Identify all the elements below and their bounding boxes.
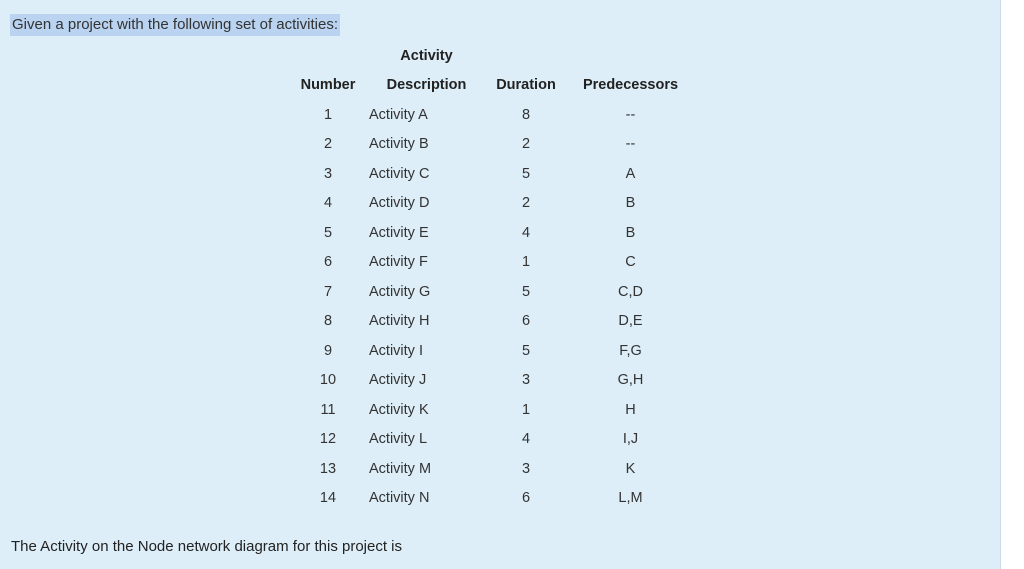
table-row bbox=[289, 189, 695, 219]
table-row bbox=[289, 366, 695, 396]
table-row bbox=[289, 336, 695, 366]
outro-text: The Activity on the Node network diagram for this project is bbox=[11, 538, 403, 555]
table-row bbox=[289, 395, 695, 425]
cell-duration: 6 bbox=[521, 490, 531, 507]
table-row bbox=[289, 248, 695, 278]
cell-predecessors: L,M bbox=[618, 490, 643, 507]
cell-number: 3 bbox=[323, 165, 333, 182]
cell-description: Activity F bbox=[369, 254, 428, 271]
cell-duration: 1 bbox=[521, 401, 531, 418]
table-row bbox=[289, 130, 695, 160]
cell-number: 2 bbox=[323, 136, 333, 153]
cell-duration: 8 bbox=[521, 106, 531, 123]
table-row bbox=[289, 484, 695, 514]
cell-predecessors: I,J bbox=[622, 431, 639, 448]
cell-description: Activity E bbox=[369, 224, 429, 241]
cell-duration: 5 bbox=[521, 283, 531, 300]
cell-duration: 3 bbox=[521, 372, 531, 389]
cell-predecessors: A bbox=[625, 165, 636, 182]
cell-description: Activity N bbox=[369, 490, 430, 507]
cell-description: Activity M bbox=[369, 460, 432, 477]
cell-number: 11 bbox=[320, 401, 336, 418]
cell-description: Activity B bbox=[369, 136, 429, 153]
cell-description: Activity H bbox=[369, 313, 430, 330]
cell-duration: 1 bbox=[521, 254, 531, 271]
cell-duration: 5 bbox=[521, 342, 531, 359]
cell-number: 1 bbox=[323, 106, 333, 123]
cell-number: 10 bbox=[319, 372, 337, 389]
cell-description: Activity C bbox=[369, 165, 430, 182]
cell-description: Activity I bbox=[369, 342, 423, 359]
cell-predecessors: F,G bbox=[619, 342, 642, 359]
table-body bbox=[289, 100, 695, 513]
cell-duration: 5 bbox=[521, 165, 531, 182]
cell-predecessors: C bbox=[625, 254, 636, 271]
cell-duration: 4 bbox=[521, 431, 531, 448]
cell-number: 5 bbox=[323, 224, 333, 241]
table-header-row bbox=[289, 71, 695, 101]
cell-number: 12 bbox=[319, 431, 337, 448]
cell-predecessors: -- bbox=[625, 106, 636, 123]
cell-number: 9 bbox=[323, 342, 333, 359]
cell-number: 13 bbox=[319, 460, 337, 477]
column-header-description: Description bbox=[386, 77, 467, 94]
cell-duration: 2 bbox=[521, 195, 531, 212]
column-header-predecessors: Predecessors bbox=[582, 77, 679, 94]
cell-description: Activity D bbox=[369, 195, 430, 212]
cell-number: 14 bbox=[319, 490, 337, 507]
cell-predecessors: D,E bbox=[618, 313, 643, 330]
table-row bbox=[289, 425, 695, 455]
table-row bbox=[289, 454, 695, 484]
table-group-header-row bbox=[289, 41, 695, 71]
cell-predecessors: K bbox=[625, 460, 636, 477]
cell-description: Activity L bbox=[369, 431, 428, 448]
table-row bbox=[289, 307, 695, 337]
table-row bbox=[289, 218, 695, 248]
column-header-number: Number bbox=[300, 77, 356, 94]
cell-description: Activity J bbox=[369, 372, 427, 389]
cell-number: 8 bbox=[323, 313, 333, 330]
cell-duration: 3 bbox=[521, 460, 531, 477]
cell-predecessors: B bbox=[625, 224, 636, 241]
cell-description: Activity K bbox=[369, 401, 429, 418]
cell-description: Activity A bbox=[369, 106, 428, 123]
cell-predecessors: H bbox=[625, 401, 636, 418]
cell-duration: 4 bbox=[521, 224, 531, 241]
cell-number: 6 bbox=[323, 254, 333, 271]
cell-number: 4 bbox=[323, 195, 333, 212]
cell-predecessors: C,D bbox=[618, 283, 643, 300]
activities-table bbox=[289, 41, 695, 513]
table-row bbox=[289, 100, 695, 130]
cell-description: Activity G bbox=[369, 283, 431, 300]
cell-predecessors: -- bbox=[625, 136, 636, 153]
cell-predecessors: B bbox=[625, 195, 636, 212]
cell-predecessors: G,H bbox=[617, 372, 644, 389]
cell-number: 7 bbox=[323, 283, 333, 300]
column-header-duration: Duration bbox=[496, 77, 556, 94]
cell-duration: 2 bbox=[521, 136, 531, 153]
cell-duration: 6 bbox=[521, 313, 531, 330]
activity-group-header: Activity bbox=[400, 47, 453, 64]
table-row bbox=[289, 277, 695, 307]
table-row bbox=[289, 159, 695, 189]
intro-text: Given a project with the following set of activities: bbox=[10, 14, 340, 36]
